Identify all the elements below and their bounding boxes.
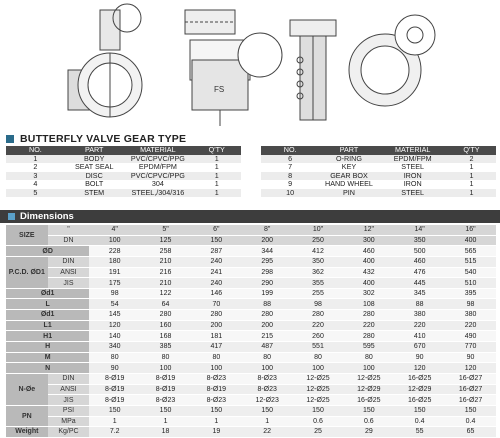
table-cell: 240 [191,256,242,267]
table-cell: 1 [214,163,219,171]
table-cell: 90 [89,363,140,374]
parts-table [6,146,496,197]
table-cell: 10" [293,225,344,235]
table-cell: STEM [65,189,124,198]
table-cell: 8" [242,225,293,235]
table-cell: 199 [242,288,293,299]
table-cell: 120 [394,363,445,374]
table-cell: 55 [394,427,445,438]
table-cell: 16-Ø25 [394,373,445,384]
table-cell: 295 [242,256,293,267]
table-cell: 160 [140,320,191,331]
row-group-label: N-Øe [6,373,48,405]
brand-mark: FS [214,85,225,94]
valve-drawings [0,0,500,128]
table-cell: 122 [140,288,191,299]
table-cell: 400 [343,256,394,267]
table-cell: 362 [293,267,344,278]
table-cell: 8 [261,172,320,181]
col-qty: Q'TY [192,146,241,155]
table-cell: 54 [89,299,140,310]
table-cell: 120 [445,363,496,374]
table-cell: 16-Ø27 [445,395,496,406]
col-part: PART [65,146,124,155]
table-row [6,320,496,331]
row-sub-label: JIS [48,278,90,289]
table-cell: 125 [140,235,191,246]
table-cell: 1 [214,180,219,188]
table-cell: 7.2 [89,427,140,438]
table-cell: 350 [394,235,445,246]
table-cell: BODY [65,155,124,164]
table-cell: 10 [261,189,320,198]
table-cell: 410 [394,331,445,342]
table-row [6,225,496,235]
table-cell: 258 [140,246,191,257]
table-cell: 287 [191,246,242,257]
table-cell: 216 [140,267,191,278]
table-cell: 228 [89,246,140,257]
table-cell: 460 [343,246,394,257]
front-view-drawing [68,4,142,117]
table-row [6,278,496,289]
table-cell: 12" [343,225,394,235]
table-cell: 19 [191,427,242,438]
table-cell: 70 [191,299,242,310]
table-cell: STEEL,/304/316 [124,189,193,198]
table-cell: 8-Ø23 [140,395,191,406]
table-row [6,256,496,267]
table-cell: 12-Ø25 [293,395,344,406]
table-cell: 108 [343,299,394,310]
row-sub-label: " [48,225,90,235]
table-cell: STEEL [378,189,447,198]
table-cell: 0.4 [445,416,496,427]
table-cell: 16-Ø27 [445,384,496,395]
table-cell: 1 [89,416,140,427]
table-cell: 100 [140,363,191,374]
table-row [6,189,496,198]
table-row [6,416,496,427]
table-cell: IRON [378,172,447,181]
table-cell: 670 [394,342,445,353]
table-cell: 80 [89,352,140,363]
table-cell: 1 [469,180,474,188]
table-cell: 350 [293,256,344,267]
table-row [6,267,496,278]
table-cell: EPDM/FPM [138,163,177,171]
table-cell: 1 [192,172,241,181]
table-cell: 280 [293,310,344,321]
table-cell: 1 [469,163,474,171]
table-cell: GEAR BOX [320,172,379,181]
table-cell: 302 [343,288,394,299]
row-sub-label: DIN [48,256,90,267]
table-cell: 6 [261,155,320,164]
table-cell: 146 [191,288,242,299]
table-cell: 90 [394,352,445,363]
table-cell: 4 [33,180,38,188]
table-cell: 80 [242,352,293,363]
parts-title: BUTTERFLY VALVE GEAR TYPE [20,132,187,145]
table-cell: 1 [447,172,496,181]
table-cell: 150 [89,405,140,416]
table-cell: 140 [89,331,140,342]
row-group-label: Ød1 [6,310,89,321]
table-cell: 8-Ø19 [89,384,140,395]
row-group-label: L1 [6,320,89,331]
table-row [6,180,496,189]
table-cell: 6" [191,225,242,235]
table-cell: 400 [343,278,394,289]
table-row [6,405,496,416]
table-cell: 412 [293,246,344,257]
table-cell: 8-Ø19 [140,373,191,384]
table-cell: 150 [242,405,293,416]
table-cell: 0.6 [293,416,344,427]
table-cell: 4" [89,225,140,235]
table-cell: 80 [191,352,242,363]
row-group-label: L [6,299,89,310]
table-cell: 220 [293,320,344,331]
dimensions-heading [0,210,500,223]
row-group-label: N [6,363,89,374]
table-cell: 8-Ø23 [191,373,242,384]
table-cell: 80 [293,352,344,363]
table-cell: 460 [394,256,445,267]
table-cell: 12-Ø25 [343,373,394,384]
table-cell: PVC/CPVC/PPG [124,172,193,181]
table-cell: 16" [445,225,496,235]
table-cell: 344 [242,246,293,257]
table-cell: 280 [242,310,293,321]
table-cell: 1 [192,189,241,198]
table-cell: 510 [445,278,496,289]
table-cell: 380 [394,310,445,321]
table-cell: 3 [6,172,65,181]
table-cell: 9 [288,180,293,188]
table-cell: 16-Ø25 [394,395,445,406]
row-sub-label: PSI [48,405,90,416]
table-cell: 2 [33,163,38,171]
table-cell: 64 [140,299,191,310]
table-row [6,172,496,181]
col-no: NO. [6,146,65,155]
table-cell: 8-Ø23 [242,373,293,384]
heading-square-icon [6,135,14,143]
table-cell: IRON [403,180,422,188]
table-cell: 220 [445,320,496,331]
table-cell: 417 [191,342,242,353]
table-cell: 98 [89,288,140,299]
table-cell: 150 [343,405,394,416]
table-cell: 1 [6,155,65,164]
table-cell: 280 [140,310,191,321]
table-row [6,155,496,164]
table-cell: 2 [447,155,496,164]
table-cell: 200 [242,320,293,331]
table-cell: STEEL [401,163,425,171]
table-cell: 298 [242,267,293,278]
table-cell: 445 [394,278,445,289]
table-row [6,331,496,342]
table-cell: 241 [191,267,242,278]
table-cell: 304 [151,180,164,188]
table-cell: 8-Ø23 [191,395,242,406]
table-cell: 0.4 [394,416,445,427]
row-sub-label: Kg/PC [48,427,90,438]
table-cell: 1 [192,155,241,164]
table-cell: 220 [343,320,394,331]
table-cell: 88 [394,299,445,310]
table-cell: 551 [293,342,344,353]
table-cell: 100 [293,363,344,374]
table-cell: 12-Ø29 [343,384,394,395]
table-cell: 280 [343,331,394,342]
table-cell: 280 [343,310,394,321]
row-group-label: ØD [6,246,89,257]
table-cell: EPDM/FPM [378,155,447,164]
table-cell: 12-Ø25 [293,373,344,384]
row-sub-label: DN [48,235,90,246]
table-row [6,235,496,246]
table-cell: 355 [293,278,344,289]
table-row [6,352,496,363]
col-part-right: PART [320,146,379,155]
table-cell: 90 [445,352,496,363]
table-cell: 12-Ø23 [242,395,293,406]
table-cell: 150 [445,405,496,416]
table-cell: 260 [293,331,344,342]
table-cell: 255 [293,288,344,299]
table-cell: 200 [242,235,293,246]
table-cell: 150 [394,405,445,416]
table-row [6,384,496,395]
table-cell: 29 [343,427,394,438]
table-cell: 380 [445,310,496,321]
row-group-label: Weight [6,427,48,438]
table-row [6,373,496,384]
table-cell: 400 [445,235,496,246]
row-sub-label: ANSI [48,384,90,395]
table-cell: 98 [445,299,496,310]
table-row [6,310,496,321]
table-cell: 8-Ø19 [89,395,140,406]
table-cell: 240 [191,278,242,289]
table-cell: 595 [343,342,394,353]
table-cell: 175 [89,278,140,289]
table-cell: 14" [394,225,445,235]
table-cell: 150 [293,405,344,416]
table-cell: 385 [140,342,191,353]
row-sub-label: ANSI [48,267,90,278]
col-material-right: MATERIAL [378,146,447,155]
handwheel-view-drawing [349,15,435,106]
table-cell: 80 [343,352,394,363]
table-cell: 150 [191,405,242,416]
table-cell: 8-Ø19 [191,384,242,395]
table-cell: 80 [140,352,191,363]
table-cell: 300 [343,235,394,246]
table-cell: SEAT SEAL [74,163,114,171]
table-cell: 540 [445,267,496,278]
heading-square-icon [8,213,15,220]
table-cell: DISC [65,172,124,181]
table-row [6,299,496,310]
row-group-label: P.C.D. ØD1 [6,256,48,288]
table-cell: 5 [6,189,65,198]
table-row [6,395,496,406]
table-cell: 180 [89,256,140,267]
table-cell: 98 [293,299,344,310]
section-view-drawing [290,20,336,120]
table-cell: 100 [191,363,242,374]
table-row [6,288,496,299]
table-row [6,246,496,257]
table-cell: BOLT [85,180,104,188]
table-row [6,163,496,172]
table-cell: 150 [191,235,242,246]
table-cell: 476 [394,267,445,278]
table-cell: 220 [394,320,445,331]
table-cell: 200 [191,320,242,331]
table-cell: 1 [242,416,293,427]
table-cell: 12-Ø29 [394,384,445,395]
table-cell: O-RING [320,155,379,164]
table-cell: 432 [343,267,394,278]
table-cell: 18 [140,427,191,438]
table-cell: 0.6 [343,416,394,427]
table-cell: 1 [191,416,242,427]
table-cell: 65 [445,427,496,438]
table-cell: 487 [242,342,293,353]
table-cell: 1 [447,189,496,198]
table-cell: HAND WHEEL [325,180,373,188]
table-cell: 490 [445,331,496,342]
table-cell: 1 [140,416,191,427]
table-cell: 100 [343,363,394,374]
table-cell: 280 [191,310,242,321]
table-cell: 145 [89,310,140,321]
table-row [6,342,496,353]
table-row [6,427,496,438]
table-cell: PIN [320,189,379,198]
row-group-label: SIZE [6,225,48,246]
table-cell: PVC/CPVC/PPG [124,155,193,164]
table-cell: 25 [293,427,344,438]
row-group-label: PN [6,405,48,426]
row-group-label: H1 [6,331,89,342]
row-sub-label: JIS [48,395,90,406]
table-cell: 150 [140,405,191,416]
table-cell: 8-Ø19 [89,373,140,384]
table-cell: 210 [140,278,191,289]
table-cell: 12-Ø25 [293,384,344,395]
row-group-label: Ød1 [6,288,89,299]
table-cell: 16-Ø25 [343,395,394,406]
table-cell: 22 [242,427,293,438]
dimensions-title: Dimensions [20,211,74,222]
row-group-label: M [6,352,89,363]
table-cell: 16-Ø27 [445,373,496,384]
row-sub-label: MPa [48,416,90,427]
table-cell: 515 [445,256,496,267]
table-cell: 340 [89,342,140,353]
table-cell: 5" [140,225,191,235]
parts-heading [6,132,186,145]
table-cell: 565 [445,246,496,257]
table-cell: 7 [288,163,293,171]
table-cell: 395 [445,288,496,299]
table-cell: 8-Ø19 [140,384,191,395]
col-material: MATERIAL [124,146,193,155]
table-cell: 290 [242,278,293,289]
table-cell: 345 [394,288,445,299]
table-cell: KEY [341,163,357,171]
table-cell: 250 [293,235,344,246]
table-cell: 500 [394,246,445,257]
table-cell: 100 [89,235,140,246]
table-cell: 168 [140,331,191,342]
col-no-right: NO. [261,146,320,155]
parts-header-row [6,146,496,155]
table-cell: 8-Ø23 [242,384,293,395]
row-sub-label: DIN [48,373,90,384]
table-cell: 88 [242,299,293,310]
table-cell: 100 [242,363,293,374]
row-group-label: H [6,342,89,353]
table-cell: 181 [191,331,242,342]
dimensions-table [6,225,496,438]
table-cell: 210 [140,256,191,267]
col-qty-right: Q'TY [447,146,496,155]
table-cell: 770 [445,342,496,353]
table-cell: 215 [242,331,293,342]
table-cell: 191 [89,267,140,278]
table-cell: 120 [89,320,140,331]
table-row [6,363,496,374]
